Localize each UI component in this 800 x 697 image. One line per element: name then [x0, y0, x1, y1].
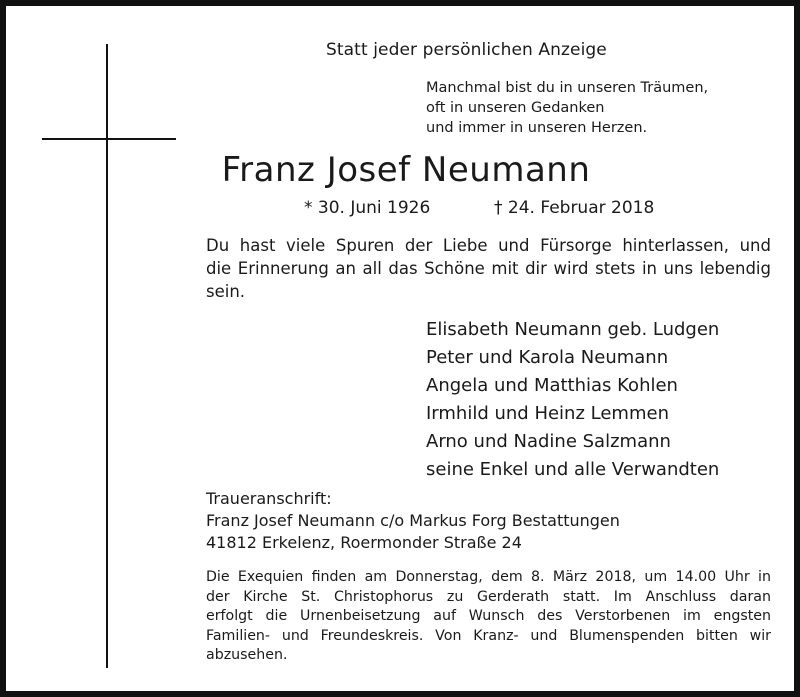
birth-date: * 30. Juni 1926	[304, 198, 431, 218]
poem-line: und immer in unseren Herzen.	[426, 120, 648, 136]
tribute-line: die Erinnerung an all das Schöne mit dir wird stets in uns lebendig	[206, 259, 771, 278]
notice-line: der Kirche St. Christophorus zu Gerderath statt. Im Anschluss daran	[206, 588, 771, 605]
death-date: † 24. Februar 2018	[494, 198, 655, 218]
deceased-name: Franz Josef Neumann	[221, 150, 591, 190]
family-member: Irmhild und Heinz Lemmen	[426, 403, 669, 424]
mourning-address	[206, 488, 620, 554]
notice-line: abzusehen.	[206, 647, 288, 663]
tribute-line: sein.	[206, 282, 246, 301]
poem	[426, 78, 708, 138]
family-member: Angela und Matthias Kohlen	[426, 375, 678, 396]
address-line: 41812 Erkelenz, Roermonder Straße 24	[206, 533, 522, 552]
notice-line: erfolgt die Urnenbeisetzung auf Wunsch des Verstorbenen im engsten	[206, 608, 771, 624]
family-member: Elisabeth Neumann geb. Ludgen	[426, 319, 720, 340]
tribute-text	[206, 234, 771, 303]
family-member: Arno und Nadine Salzmann	[426, 431, 671, 452]
notice-line: Familien- und Freundeskreis. Von Kranz- und Blumenspenden bitten wir	[206, 627, 771, 644]
poem-line: Manchmal bist du in unseren Träumen,	[426, 80, 709, 96]
cross-horizontal-bar	[42, 138, 176, 140]
family-list	[426, 316, 719, 484]
notice-header: Statt jeder persönlichen Anzeige	[326, 40, 607, 60]
address-label: Traueranschrift:	[206, 489, 332, 508]
family-member: seine Enkel und alle Verwandten	[426, 459, 720, 480]
funeral-notice	[206, 568, 771, 666]
family-member: Peter und Karola Neumann	[426, 347, 669, 368]
poem-line: oft in unseren Gedanken	[426, 100, 605, 116]
tribute-line: Du hast viele Spuren der Liebe und Fürsorge hinterlassen, und	[206, 236, 771, 255]
address-line: Franz Josef Neumann c/o Markus Forg Bestattungen	[206, 511, 620, 530]
notice-line: Die Exequien finden am Donnerstag, dem 8. März 2018, um 14.00 Uhr in	[206, 569, 771, 585]
